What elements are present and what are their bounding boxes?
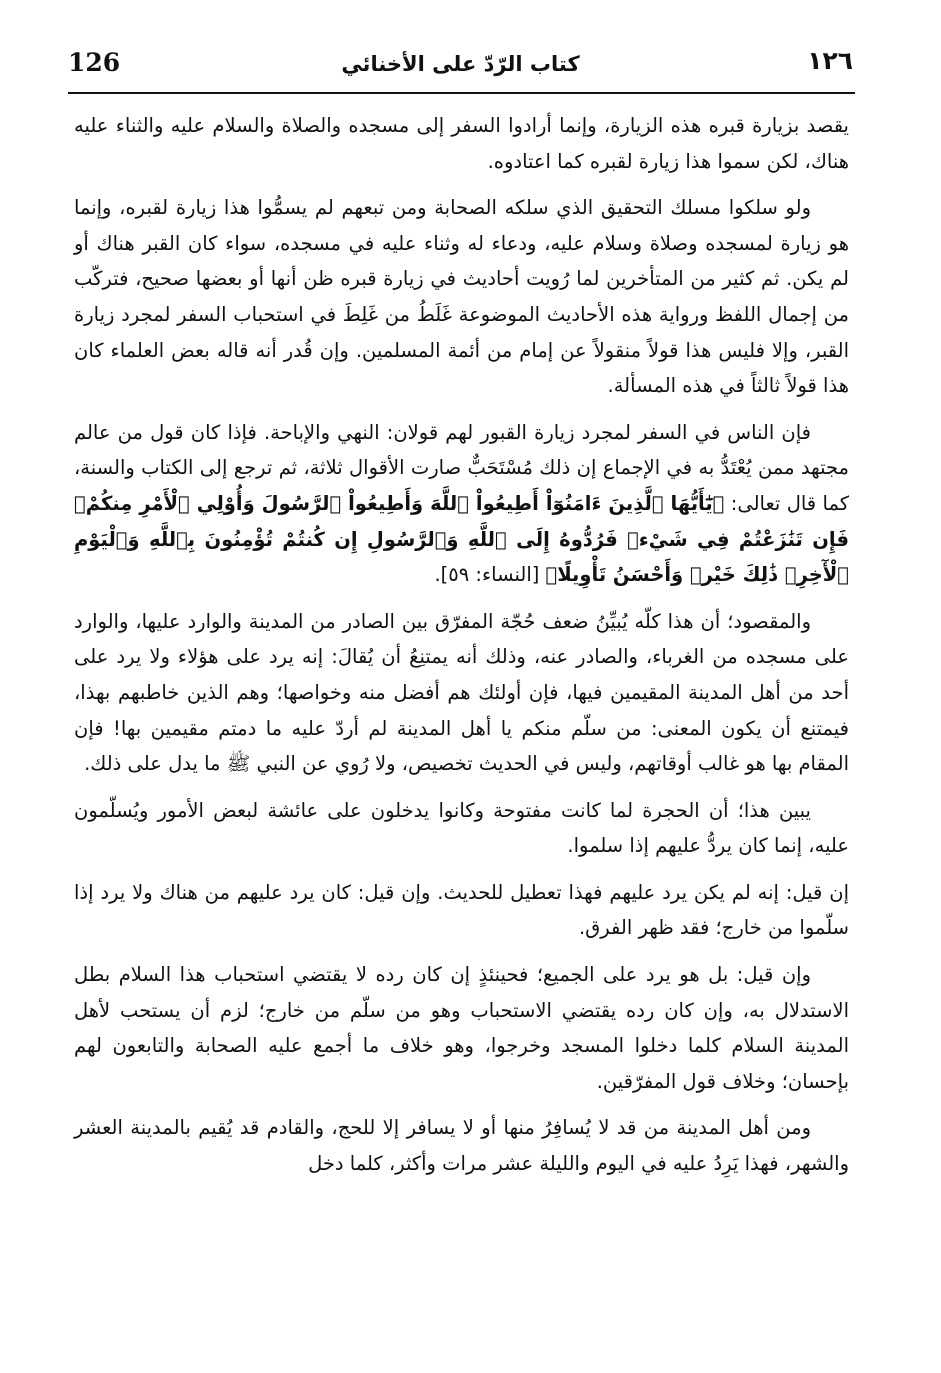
paragraph: يقصد بزيارة قبره هذه الزيارة، وإنما أرادوا السفر إلى مسجده والصلاة والسلام عليه والثناء عليه هناك، لكن سموا هذا زيارة لقبره كما اعتادوه. [74,114,849,173]
paragraph-text: فإن الناس في السفر لمجرد زيارة القبور لهم قولان: النهي والإباحة. فإذا كان قول من عالم مجتهد ممن يُعْتَدُّ به في الإجماع إن ذلك مُسْتَحَبٌّ صارت الأقوال ثلاثة، ثم ترجع إلى الكتاب والسنة، كما قال تعالى: [74,420,849,515]
paragraph: إن قيل: إنه لم يكن يرد عليهم فهذا تعطيل للحديث. وإن قيل: كان يرد عليهم من هناك ولا يرد إذا سلّموا من خارج؛ فقد ظهر الفرق. [74,880,849,940]
paragraph: وإن قيل: بل هو يرد على الجميع؛ فحينئذٍ إن كان رده لا يقتضي استحباب هذا السلام بطل الاستدلال به، وإن كان رده يقتضي الاستحباب وهو من سلّم من خارج؛ لزم أن يستحب لأهل المدينة السلام كلما دخلوا المسجد وخرجوا، وهو خلاف ما أجمع عليه الصحابة والتابعون لهم بإحسان؛ وخلاف قول المفرّقين. [74,963,849,1093]
paragraph: ولو سلكوا مسلك التحقيق الذي سلكه الصحابة ومن تبعهم لم يسمُّوا هذا زيارة لقبره، وإنما هو زيارة لمسجده وصلاة وسلام عليه، ودعاء له وثناء عليه في مسجده، سواء كان القبر هناك أو لم يكن. ثم كثير من المتأخرين لما رُويت أحاديث في زيارة قبره ظن أنها أو بعضها صحيح، فتركّب من إجمال اللفظ ورواية هذه الأحاديث الموضوعة غَلَطُ من غَلِطَ في استحباب السفر لمجرد زيارة القبر، وإلا فليس هذا قولاً منقولاً عن إمام من أئمة المسلمين. وإن قُدر أنه قاله بعض العلماء كان هذا قولاً ثالثاً في هذه المسألة. [74,196,849,398]
verse-citation: [النساء: ٥٩]. [434,563,546,587]
quran-verse: ﴿يَٰٓأَيُّهَا ٱلَّذِينَ ءَامَنُوٓاْ أَطِيعُواْ ٱللَّهَ وَأَطِيعُواْ ٱلرَّسُولَ وَأُوْلِي ٱلْأَمْرِ مِنكُمْۖ فَإِن تَنَٰزَعْتُمْ فِي شَيْءٖ فَرُدُّوهُ إِلَى ٱللَّهِ وَٱلرَّسُولِ إِن كُنتُمْ تُؤْمِنُونَ بِٱللَّهِ وَٱلْيَوْمِ ٱلْأٓخِرِۚ ذَٰلِكَ خَيْرٞ وَأَحْسَنُ تَأْوِيلًا﴾ [74,491,849,587]
header-divider [68,92,855,94]
paragraph-with-verse [74,415,849,593]
page-header [68,44,853,88]
page-body [74,108,849,1193]
page-number-arabic: ١٢٦ [807,46,853,75]
book-title: كتاب الرّدّ على الأخنائي [341,52,580,76]
page-number-latin: 126 [68,48,121,77]
paragraph: والمقصود؛ أن هذا كلّه يُبيِّنُ ضعف حُجّة المفرّق بين الصادر من المدينة والوارد عليها، والوارد على مسجده من الغرباء، والصادر عنه، وذلك أنه يمتنِعُ أن يُقالَ: إنه يرد على هؤلاء ولا يرد على أحد من أهل المدينة المقيمين فيها، فإن أولئك هم أفضل منه وخواصها؛ وهم الذين خاطبهم بهذا، فيمتنع أن يكون المعنى: من سلّم منكم يا أهل المدينة لم أردّ عليه ما دمتم مقيمين بها! فإن المقام بها هو غالب أوقاتهم، وليس في الحديث تخصيص، ولا رُوي عن النبي ﷺ ما يدل على ذلك. [74,609,849,776]
paragraph: ومن أهل المدينة من قد لا يُسافِرُ منها أو لا يسافر إلا للحج، والقادم قد يُقيم بالمدينة العشر والشهر، فهذا يَرِدُ عليه في اليوم والليلة عشر مرات وأكثر، كلما دخل [74,1116,849,1176]
paragraph: يبين هذا؛ أن الحجرة لما كانت مفتوحة وكانوا يدخلون على عائشة لبعض الأمور ويُسلّمون عليه، إنما كان يردُّ عليهم إذا سلموا. [74,798,849,858]
